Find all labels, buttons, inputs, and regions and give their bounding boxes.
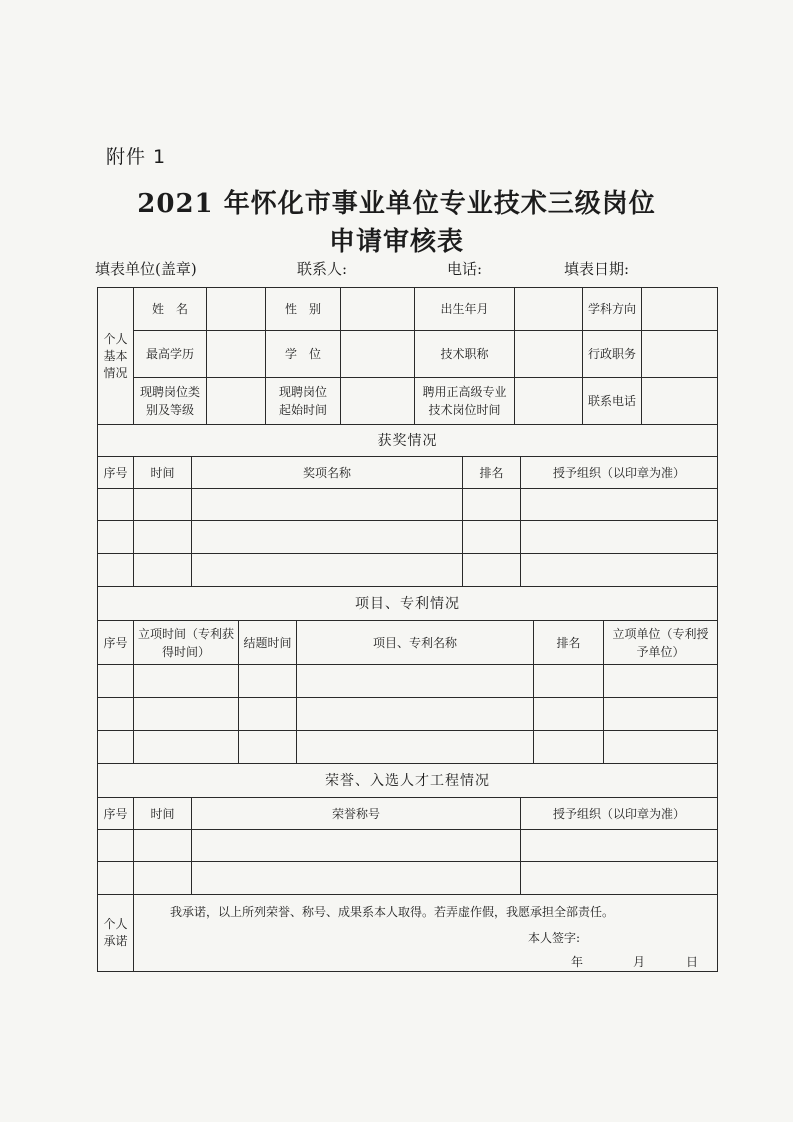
label-senior-time: 聘用正高级专业技术岗位时间 — [422, 385, 507, 417]
awards-header-rank: 排名 — [479, 465, 504, 480]
field-education[interactable] — [207, 331, 265, 377]
meta-date: 填表日期: — [564, 260, 630, 278]
field-admin-post[interactable] — [642, 331, 717, 377]
field-discipline[interactable] — [642, 288, 717, 330]
field-senior-time[interactable] — [515, 378, 582, 424]
field-birth[interactable] — [515, 288, 582, 330]
projects-header-rank: 排名 — [556, 635, 581, 650]
field-degree[interactable] — [341, 331, 414, 377]
awards-section-title: 获奖情况 — [377, 432, 438, 449]
field-tech-title[interactable] — [515, 331, 582, 377]
title-line-1: 2021 年怀化市事业单位专业技术三级岗位 — [137, 189, 656, 219]
title-line-2: 申请审核表 — [328, 227, 464, 257]
grid-line — [133, 894, 134, 971]
projects-header-end: 结题时间 — [243, 635, 292, 650]
grid-line — [97, 697, 718, 698]
grid-line — [97, 664, 718, 665]
label-discipline: 学科方向 — [587, 302, 636, 316]
meta-unit: 填表单位(盖章) — [95, 260, 197, 278]
promise-statement: 我承诺，以上所列荣誉、称号、成果系本人取得。若弄虚作假，我愿承担全部责任。 — [170, 905, 615, 919]
honors-header-time: 时间 — [150, 806, 175, 821]
projects-header-unit: 立项单位（专利授予单位） — [612, 626, 709, 659]
label-contact-phone: 联系电话 — [587, 394, 636, 408]
date-day: 日 — [686, 955, 699, 969]
projects-header-no: 序号 — [103, 635, 128, 650]
label-post-type: 现聘岗位类别及等级 — [139, 385, 200, 417]
awards-header-time: 时间 — [150, 465, 175, 480]
honors-section-title: 荣誉、入选人才工程情况 — [325, 772, 490, 789]
honors-header-org: 授予组织（以印章为准） — [552, 806, 685, 821]
label-post-start: 现聘岗位起始时间 — [278, 385, 327, 417]
date-year: 年 — [571, 955, 584, 969]
label-education: 最高学历 — [145, 347, 194, 361]
grid-line — [97, 894, 718, 895]
table-border-right — [717, 287, 718, 972]
awards-header-org: 授予组织（以印章为准） — [552, 465, 685, 480]
grid-line — [97, 730, 718, 731]
field-post-type[interactable] — [207, 378, 265, 424]
label-tech-title: 技术职称 — [440, 347, 489, 361]
projects-section-title: 项目、专利情况 — [355, 595, 460, 612]
field-post-start[interactable] — [341, 378, 414, 424]
personal-section-label: 个人基本情况 — [103, 331, 128, 380]
meta-contact: 联系人: — [297, 260, 348, 278]
label-degree: 学 位 — [284, 347, 321, 361]
awards-header-name: 奖项名称 — [302, 465, 351, 480]
label-admin-post: 行政职务 — [587, 347, 636, 361]
honors-header-title: 荣誉称号 — [331, 806, 380, 821]
field-name[interactable] — [207, 288, 265, 330]
attachment-label: 附件 1 — [106, 146, 167, 168]
label-birth: 出生年月 — [440, 302, 489, 316]
field-contact-phone[interactable] — [642, 378, 717, 424]
date-month: 月 — [633, 955, 646, 969]
projects-header-start: 立项时间（专利获得时间） — [137, 626, 234, 659]
awards-header-no: 序号 — [103, 465, 128, 480]
projects-header-name: 项目、专利名称 — [372, 635, 457, 650]
meta-phone: 电话: — [447, 260, 483, 278]
promise-section-label: 个人承诺 — [103, 917, 128, 948]
label-gender: 性 别 — [284, 302, 321, 316]
label-name: 姓 名 — [151, 302, 188, 316]
honors-header-no: 序号 — [103, 806, 128, 821]
signature-label: 本人签字: — [528, 931, 581, 945]
table-border-bottom — [97, 971, 718, 972]
field-gender[interactable] — [341, 288, 414, 330]
